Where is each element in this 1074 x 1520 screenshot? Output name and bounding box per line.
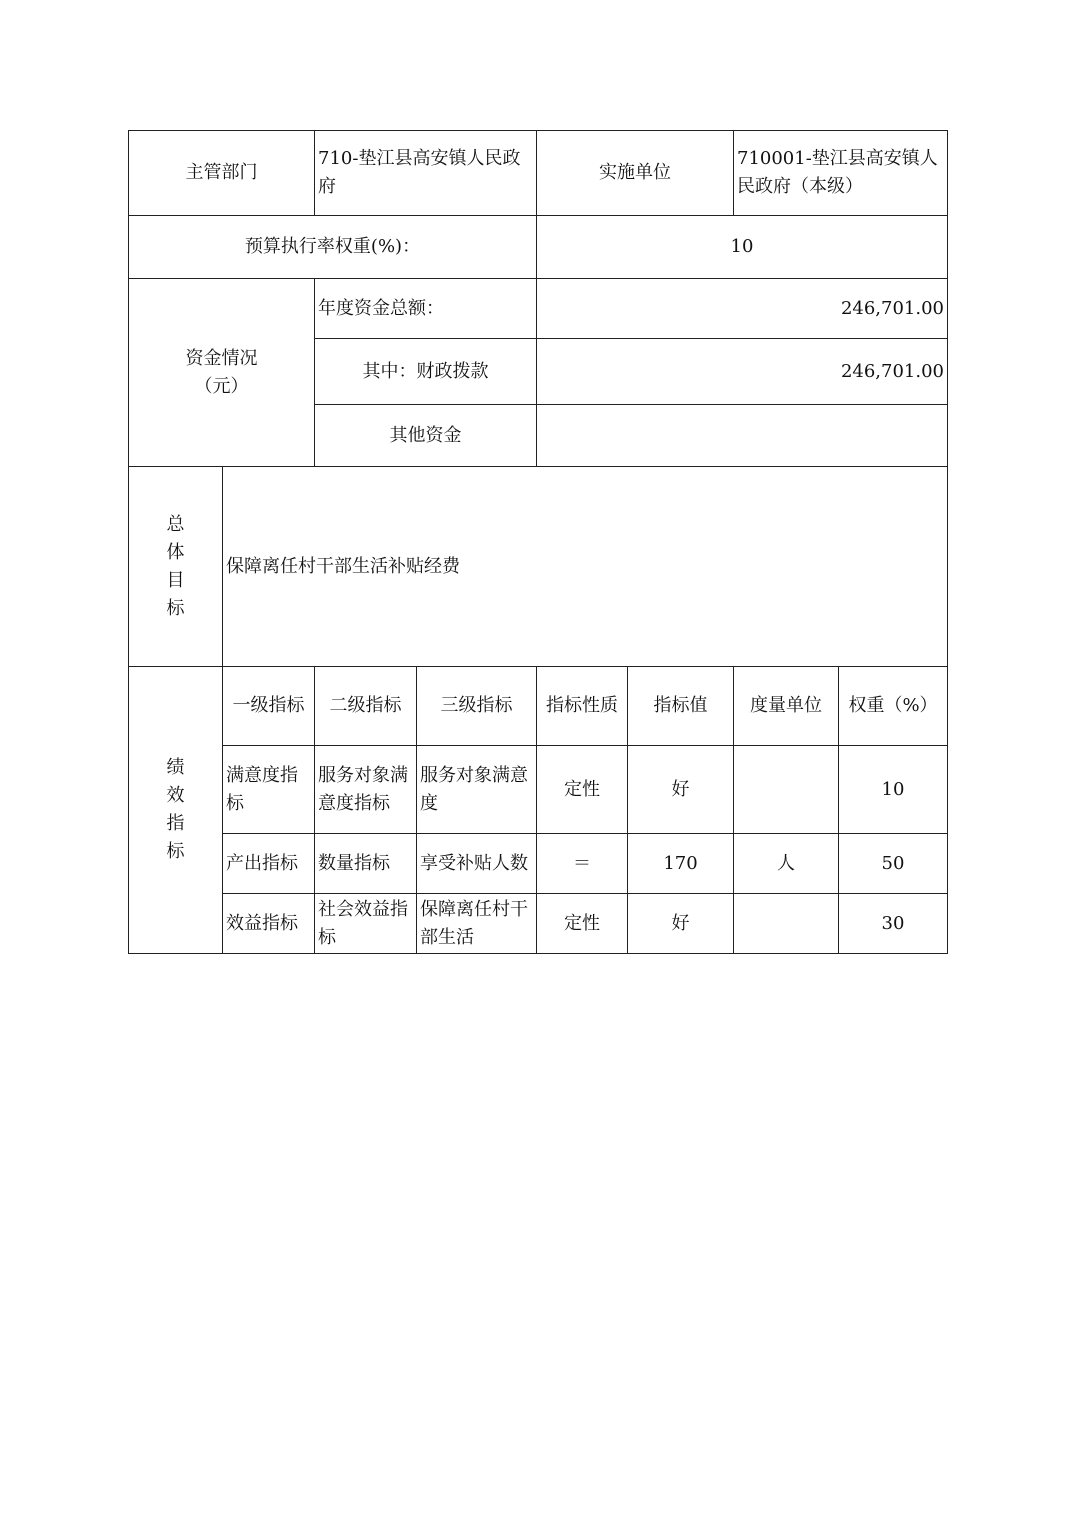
indicator-weight: 30 <box>839 894 948 954</box>
indicator-weight: 10 <box>839 746 948 834</box>
indicator-level3: 服务对象满意度 <box>417 746 537 834</box>
funds-total-value: 246,701.00 <box>537 279 948 339</box>
funds-other-label: 其他资金 <box>315 405 537 467</box>
header-level2: 二级指标 <box>315 667 417 746</box>
performance-label-char: 指 <box>166 813 185 834</box>
indicator-nature: 定性 <box>537 746 628 834</box>
funds-total-row <box>129 279 948 339</box>
budget-weight-row <box>129 216 948 279</box>
performance-label-char: 绩 <box>166 757 185 778</box>
indicator-header-row <box>129 667 948 746</box>
indicator-weight: 50 <box>839 834 948 894</box>
goal-row <box>129 467 948 667</box>
funds-total-label: 年度资金总额： <box>315 279 537 339</box>
indicator-unit <box>734 746 839 834</box>
header-level3: 三级指标 <box>417 667 537 746</box>
header-weight: 权重（%） <box>839 667 948 746</box>
performance-label <box>129 667 223 954</box>
goal-label-char: 总 <box>166 513 185 535</box>
budget-weight-label: 预算执行率权重(%)： <box>129 216 537 279</box>
performance-label-char: 效 <box>166 785 185 806</box>
goal-label-char: 目 <box>166 569 185 591</box>
indicator-unit: 人 <box>734 834 839 894</box>
goal-label <box>129 467 223 667</box>
unit-value: 710001-垫江县高安镇人民政府（本级） <box>734 131 948 216</box>
funds-section-label-line2: （元） <box>194 375 249 397</box>
header-nature: 指标性质 <box>537 667 628 746</box>
funds-fiscal-value: 246,701.00 <box>537 339 948 405</box>
unit-label: 实施单位 <box>537 131 734 216</box>
dept-label: 主管部门 <box>129 131 315 216</box>
funds-fiscal-label: 其中：财政拨款 <box>315 339 537 405</box>
indicator-unit <box>734 894 839 954</box>
indicator-level1: 效益指标 <box>223 894 315 954</box>
header-row <box>129 131 948 216</box>
funds-other-value <box>537 405 948 467</box>
indicator-level3: 享受补贴人数 <box>417 834 537 894</box>
indicator-nature: ＝ <box>537 834 628 894</box>
dept-value: 710-垫江县高安镇人民政府 <box>315 131 537 216</box>
indicator-level2: 社会效益指标 <box>315 894 417 954</box>
indicator-value: 170 <box>628 834 734 894</box>
project-performance-table <box>128 130 948 954</box>
indicator-level3: 保障离任村干部生活 <box>417 894 537 954</box>
indicator-nature: 定性 <box>537 894 628 954</box>
goal-label-char: 体 <box>166 541 185 563</box>
funds-section-label-line1: 资金情况 <box>185 347 258 369</box>
indicator-row <box>129 746 948 834</box>
performance-label-char: 标 <box>166 841 185 862</box>
indicator-level1: 产出指标 <box>223 834 315 894</box>
goal-label-char: 标 <box>166 597 185 619</box>
header-level1: 一级指标 <box>223 667 315 746</box>
indicator-value: 好 <box>628 746 734 834</box>
indicator-value: 好 <box>628 894 734 954</box>
indicator-level2: 数量指标 <box>315 834 417 894</box>
header-value: 指标值 <box>628 667 734 746</box>
indicator-level2: 服务对象满意度指标 <box>315 746 417 834</box>
indicator-row <box>129 834 948 894</box>
indicator-level1: 满意度指标 <box>223 746 315 834</box>
budget-weight-value: 10 <box>537 216 948 279</box>
funds-section-label <box>129 279 315 467</box>
goal-text: 保障离任村干部生活补贴经费 <box>223 467 948 667</box>
indicator-row <box>129 894 948 954</box>
header-unit: 度量单位 <box>734 667 839 746</box>
